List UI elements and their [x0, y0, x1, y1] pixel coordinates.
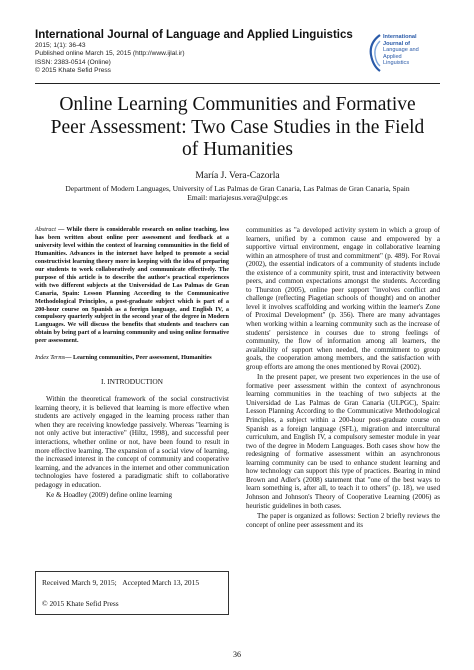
- abstract: [35, 226, 229, 345]
- author-email: Email: mariajesus.vera@ulpgc.es: [187, 193, 288, 203]
- index-terms-label: Index Terms: [35, 354, 66, 362]
- logo-line: International: [383, 34, 417, 40]
- issn: ISSN: 2383-0514 (Online): [35, 58, 111, 66]
- title-line: Peer Assessment: Two Case Studies in the Field: [50, 116, 425, 138]
- publisher-copyright: © 2015 Khate Sefid Press: [35, 66, 111, 74]
- abstract-text: — While there is considerable research on online teaching, less has been written about online peer assessment and feedback at a university level within the context of learning communities in the field of Humanities. Advances in the internet have helped to promote a social constructivist learning theory more in keeping with the idea of preparing our students to work collaboratively and communicate effectively. The purpose of this article is to describe the author's practical experiences with two different subjects at the Universidad de Las Palmas de Gran Canaria, Spain: Lesson Planning According to the Communicative Methodological Principles, a post-graduate subject which is part of a 200-hour course on Spanish as a foreign language, and English IV, a compulsory quarterly subject in the second year of the degree in Modern Languages. We will discuss the benefits that students and teachers can obtain by being part of a learning community and using online formative peer assessment.: [35, 226, 229, 345]
- abstract-label: Abstract: [35, 226, 56, 233]
- index-terms-text: — Learning communities, Peer assessment, Humanities: [65, 354, 212, 362]
- received-date: Received March 9, 2015;: [42, 578, 117, 587]
- title-line: Online Learning Communities and Formative: [59, 94, 416, 115]
- journal-issue: 2015; 1(1): 36-43: [35, 42, 86, 49]
- left-column: [35, 226, 229, 500]
- index-terms: [35, 354, 229, 362]
- logo-line: Applied: [383, 53, 402, 60]
- right-column: [246, 226, 440, 529]
- logo-line: Journal of: [383, 40, 411, 47]
- title-line: of Humanities: [181, 139, 294, 160]
- logo-line: Language and: [383, 47, 419, 53]
- body-paragraph: Within the theoretical framework of the social constructivist learning theory, it is believed that learning is more effective when students are actively engaged in the learning process rather than when they are receiving knowledge passively. Whereas "learning is not only active but interactive" (Hiltz, 1998), and successful peer interactions, whether online or not, have been found to result in more effective learning. The expansion of a social view of learning, the increased interest in the concept of community and cooperative learning, and the advances in the internet and other communication technologies have fostered a paradigmatic shift to collaborative pedagogy in education.: [35, 395, 229, 489]
- section-heading: I. INTRODUCTION: [101, 377, 163, 387]
- page-number: 36: [233, 650, 241, 659]
- journal-logo-icon: [368, 33, 382, 73]
- body-paragraph: communities as "a developed activity system in which a group of learners, unified by a common cause and empowered by a supportive virtual environment, engage in collaborative learning within an atmosphere of trust and commitment" (p. 489). For Rovai (2002), the essential indicators of a community of students include the existence of a community spirit, trust and interactivity between peers, and common expectations amongst the students. According to Thurston (2005), online peer support "involves conflict and challenge (reflecting Piagetian schools of thought) and on another level it involves scaffolding and working within the learner's Zone of Proximal Development" (p. 356). There are many advantages when working within a learning community such as the increase of students' persistence in courses due to strong feelings of community, the flow of information among all learners, the availability of support when needed, the commitment to group goals, the cooperation among members, and the satisfaction with group efforts are among the ones mentioned by Rovai (2002).: [246, 226, 440, 371]
- header-divider: [35, 83, 440, 84]
- publication-date: Published online March 15, 2015 (http://www.ijlal.ir): [35, 50, 185, 58]
- logo-text: [383, 34, 419, 67]
- accepted-date: Accepted March 13, 2015: [122, 578, 200, 587]
- affiliation-line: Department of Modern Languages, University of Las Palmas de Gran Canaria, Las Palmas de Gran Canaria, Spain: [65, 184, 410, 193]
- journal-title: International Journal of Language and Applied Linguistics: [35, 29, 353, 41]
- copyright-notice: © 2015 Khate Sefid Press: [42, 599, 119, 608]
- author-name: María J. Vera-Cazorla: [195, 170, 280, 181]
- body-paragraph: Ke & Hoadley (2009) define online learning: [46, 491, 173, 500]
- received-info-box: [35, 571, 229, 615]
- logo-line: Linguistics: [383, 60, 410, 66]
- journal-logo: [368, 33, 448, 73]
- body-paragraph: In the present paper, we present two experiences in the use of formative peer assessment within the context of asynchronous learning communities in the teaching of two subjects at the Universidad de Las Palmas de Gran Canaria (ULPGC), Spain: Lesson Planning According to the Communicative Methodological Principles, a subject within a 200-hour post-graduate course on Spanish as a foreign language (SFL), migration and intercultural curriculum, and English IV, a compulsory semester module in year two of the degree in Modern Languages. Both cases show how the redesigning of formative assessment within an asynchronous learning community can be used to enhance student learning and how technology can support this type of practices. Bearing in mind Brown and Adler's (2008) statement that "one of the best ways to learn something is, after all, to teach it to others" (p. 18), we used Johnson and Johnson's Theory of Cooperative Learning (2006) as heuristic guidelines in both cases.: [246, 373, 440, 510]
- journal-header: [35, 28, 365, 75]
- author-affiliation: [30, 184, 445, 203]
- received-dates: [42, 578, 199, 587]
- body-paragraph: The paper is organized as follows: Section 2 briefly reviews the concept of online peer assessment and its: [246, 512, 440, 529]
- article-title: [40, 94, 435, 162]
